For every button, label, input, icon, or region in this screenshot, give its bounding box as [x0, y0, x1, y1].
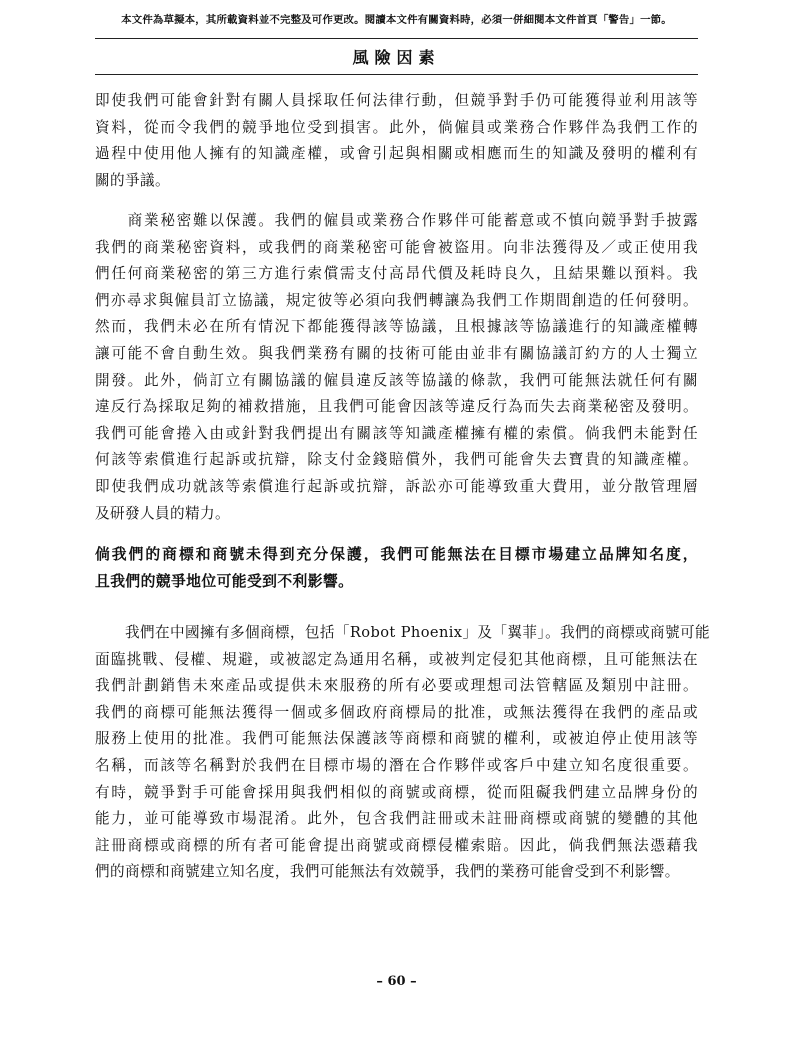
header-rule-top: [95, 38, 698, 39]
paragraph-line: 開發。此外，倘訂立有關協議的僱員違反該等協議的條款，我們可能無法就任何有關: [95, 371, 698, 389]
paragraph-line: 然而，我們未必在所有情況下都能獲得該等協議，且根據該等協議進行的知識產權轉: [95, 318, 698, 336]
paragraph-line: 有時，競爭對手可能會採用與我們相似的商號或商標，從而阻礙我們建立品牌身份的: [95, 783, 698, 801]
paragraph-line: 即使我們可能會針對有關人員採取任何法律行動，但競爭對手仍可能獲得並利用該等: [95, 92, 698, 109]
paragraph-line: 關的爭議。: [95, 171, 170, 189]
paragraph-line: 商業秘密難以保護。我們的僱員或業務合作夥伴可能蓄意或不慎向競爭對手披露: [95, 212, 698, 229]
paragraph-line: 能力，並可能導致市場混淆。此外，包含我們註冊或未註冊商標或商號的變體的其他: [95, 810, 698, 828]
paragraph-line: 違反行為採取足夠的補救措施，且我們可能會因該等違反行為而失去商業秘密及發明。: [95, 398, 698, 416]
page-number: – 60 –: [376, 974, 417, 989]
risk-factor-heading: [95, 542, 698, 595]
paragraph-line: 服務上使用的批准。我們可能無法保護該等商標和商號的權利，或被迫停止使用該等: [95, 730, 698, 748]
paragraph-line: 讓可能不會自動生效。與我們業務有關的技術可能由並非有關協議訂約方的人士獨立: [95, 344, 698, 362]
paragraph-line: 何該等索償進行起訴或抗辯，除支付金錢賠償外，我們可能會失去寶貴的知識產權。: [95, 451, 698, 469]
paragraph-line: 註冊商標或商標的所有者可能會提出商號或商標侵權索賠。因此，倘我們無法憑藉我: [95, 836, 698, 854]
paragraph-line: 們任何商業秘密的第三方進行索償需支付高昂代價及耗時良久，且結果難以預料。我: [95, 265, 698, 283]
paragraph-line: 我們在中國擁有多個商標，包括「Robot Phoenix」及「翼菲」。我們的商標或商號可能: [95, 624, 711, 641]
paragraph-line: 我們的商標可能無法獲得一個或多個政府商標局的批准，或無法獲得在我們的產品或: [95, 703, 698, 721]
section-title: 風險因素: [352, 48, 441, 67]
paragraph-line: 我們計劃銷售未來產品或提供未來服務的所有必要或理想司法管轄區及類別中註冊。: [95, 677, 698, 695]
paragraph-line: 即使我們成功就該等索償進行起訴或抗辯，訴訟亦可能導致重大費用，並分散管理層: [95, 477, 698, 495]
paragraph-line: 我們的商業秘密資料，或我們的商業秘密可能會被盜用。向非法獲得及／或正使用我: [95, 238, 698, 256]
paragraph-line: 們亦尋求與僱員訂立協議，規定彼等必須向我們轉讓為我們工作期間創造的任何發明。: [95, 291, 698, 309]
paragraph-3: [95, 620, 711, 886]
header-rule-bottom: [95, 74, 698, 75]
heading-line: 倘我們的商標和商號未得到充分保護，我們可能無法在目標市場建立品牌知名度，: [95, 546, 698, 563]
draft-notice: 本文件為草擬本，其所載資料並不完整及可作更改。閱讀本文件有關資料時，必須一併細閱本文件首頁「警告」一節。: [121, 14, 672, 26]
paragraph-line: 們的商標和商號建立知名度，我們可能無法有效競爭，我們的業務可能會受到不利影響。: [95, 863, 680, 881]
heading-line: 且我們的競爭地位可能受到不利影響。: [95, 572, 354, 590]
paragraph-1: [95, 88, 698, 194]
paragraph-line: 我們可能會捲入由或針對我們提出有關該等知識產權擁有權的索償。倘我們未能對任: [95, 424, 698, 442]
paragraph-line: 過程中使用他人擁有的知識產權，或會引起與相關或相應而生的知識及發明的權利有: [95, 145, 698, 163]
paragraph-line: 名稱，而該等名稱對於我們在目標市場的潛在合作夥伴或客戶中建立知名度很重要。: [95, 756, 698, 774]
paragraph-line: 資料，從而令我們的競爭地位受到損害。此外，倘僱員或業務合作夥伴為我們工作的: [95, 118, 698, 136]
paragraph-line: 面臨挑戰、侵權、規避，或被認定為通用名稱，或被判定侵犯其他商標，且可能無法在: [95, 650, 698, 668]
paragraph-line: 及研發人員的精力。: [95, 504, 230, 522]
paragraph-2: [95, 208, 698, 527]
